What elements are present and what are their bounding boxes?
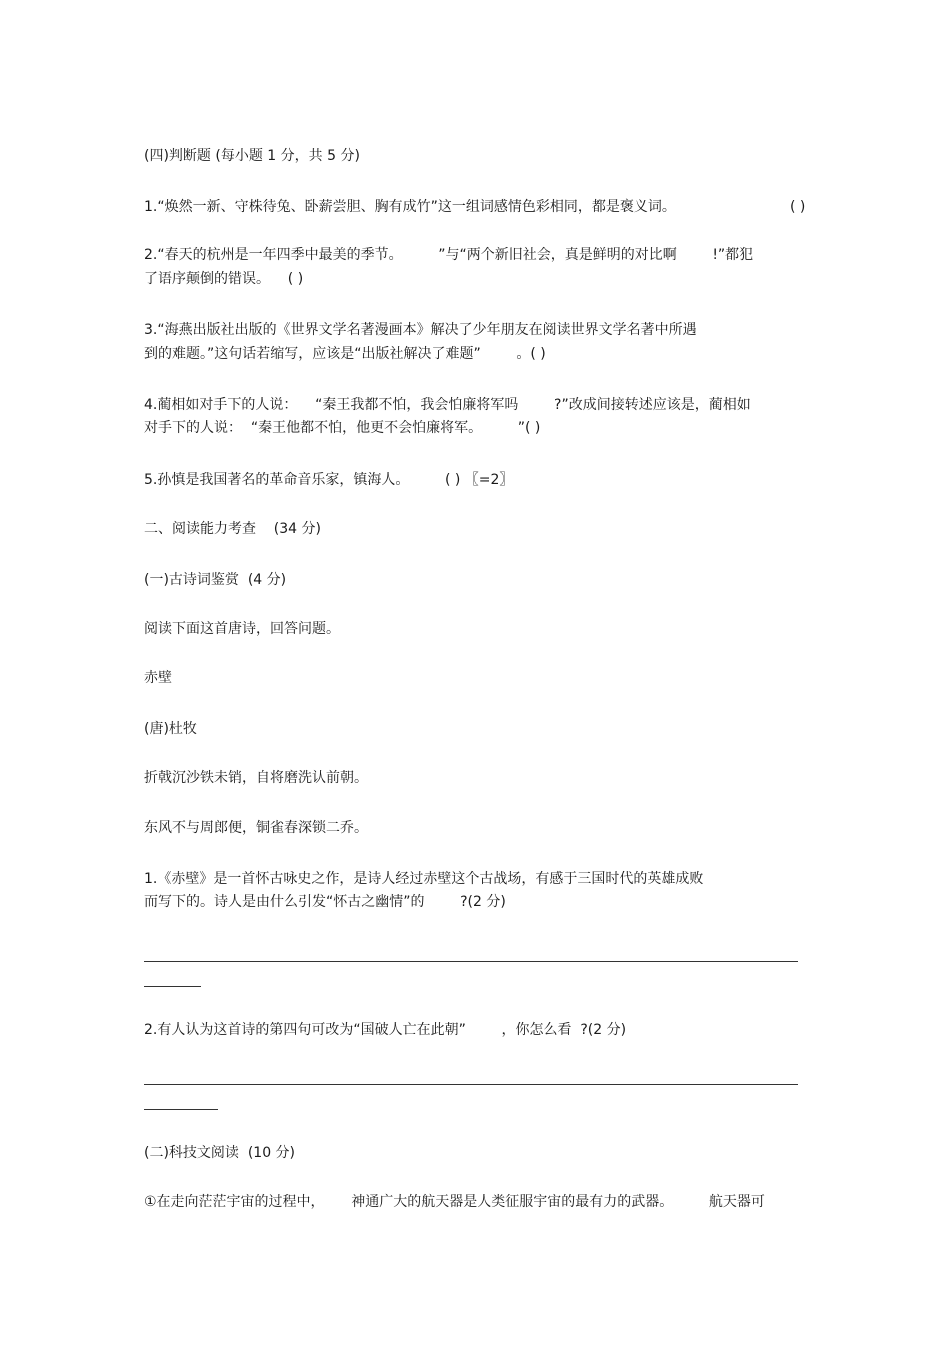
- judgment-q1-answer-paren: ( ): [790, 199, 806, 215]
- reading-heading: 二、阅读能力考查 (34 分): [144, 521, 321, 537]
- poem-line-1: 折戟沉沙铁未销，自将磨洗认前朝。: [144, 770, 368, 786]
- poem-question-1-line2: 而写下的。诗人是由什么引发“怀古之幽情”的 ?(2 分): [144, 894, 506, 910]
- poem-line-2: 东风不与周郎便，铜雀春深锁二乔。: [144, 820, 368, 836]
- judgment-q4-line2: 对手下的人说： “秦王他都不怕，他更不会怕廉将军。 ”( ): [144, 420, 541, 436]
- poem-section-heading: (一)古诗词鉴赏 (4 分): [144, 572, 287, 588]
- science-section-heading: (二)科技文阅读 (10 分): [144, 1145, 296, 1161]
- answer-line-2a[interactable]: [144, 1084, 798, 1085]
- judgment-q4-line1: 4.蔺相如对手下的人说： “秦王我都不怕，我会怕廉将军吗 ?”改成间接转述应该是，蔺相如: [144, 397, 751, 413]
- judgment-q3-line2: 到的难题。”这句话若缩写，应该是“出版社解决了难题” 。( ): [144, 346, 546, 362]
- answer-line-1b[interactable]: [144, 986, 201, 987]
- judgment-q2-line1: 2.“春天的杭州是一年四季中最美的季节。 ”与“两个新旧社会，真是鲜明的对比啊 !”都犯: [144, 247, 754, 263]
- answer-line-1a[interactable]: [144, 961, 798, 962]
- poem-author: (唐)杜牧: [144, 721, 197, 737]
- poem-question-2: 2.有人认为这首诗的第四句可改为“国破人亡在此朝” ，你怎么看 ?(2 分): [144, 1022, 627, 1038]
- judgment-q1: 1.“焕然一新、守株待兔、卧薪尝胆、胸有成竹”这一组词感情色彩相同，都是褒义词。: [144, 199, 676, 215]
- judgment-q2-line2: 了语序颠倒的错误。 ( ): [144, 271, 304, 287]
- poem-question-1-line1: 1.《赤壁》是一首怀古咏史之作，是诗人经过赤壁这个古战场，有感于三国时代的英雄成败: [144, 871, 704, 887]
- judgment-heading: (四)判断题 (每小题 1 分，共 5 分): [144, 148, 360, 164]
- judgment-q5: 5.孙慎是我国著名的革命音乐家，镇海人。 ( ) 〖=2〗: [144, 472, 514, 488]
- answer-line-2b[interactable]: [144, 1109, 218, 1110]
- reading-instruction: 阅读下面这首唐诗，回答问题。: [144, 621, 340, 637]
- poem-title: 赤壁: [144, 670, 172, 686]
- judgment-q3-line1: 3.“海燕出版社出版的《世界文学名著漫画本》解决了少年朋友在阅读世界文学名著中所遇: [144, 322, 697, 338]
- science-paragraph-1: ①在走向茫茫宇宙的过程中， 神通广大的航天器是人类征服宇宙的最有力的武器。 航天器可: [144, 1194, 765, 1210]
